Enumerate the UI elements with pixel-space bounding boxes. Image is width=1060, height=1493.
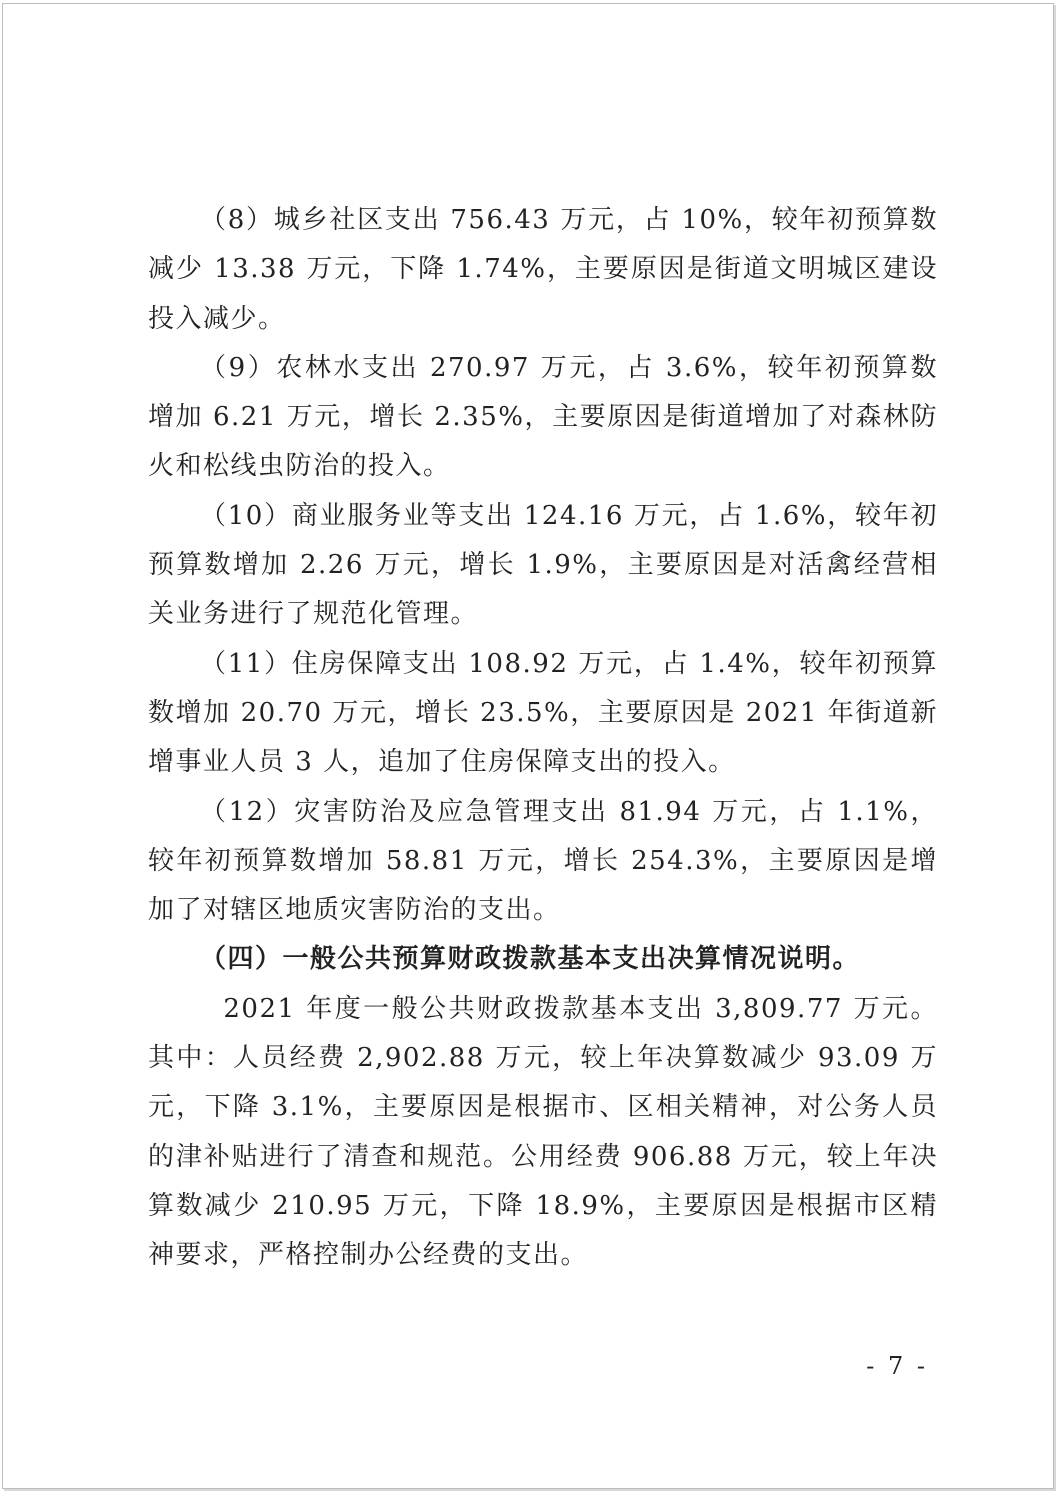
section-heading: （四）一般公共预算财政拨款基本支出决算情况说明。 [200, 944, 861, 975]
paragraph-urban-rural-community: （8）城乡社区支出 756.43 万元，占 10%，较年初预算数减少 13.38 万元，下降 1.74%，主要原因是街道文明城区建设投入减少。 [148, 205, 938, 334]
paragraph-basic-expenditure-summary: 2021 年度一般公共财政拨款基本支出 3,809.77 万元。其中：人员经费 2,902.88 万元，较上年决算数减少 93.09 万元，下降 3.1%，主要原因是根据市、区相关精神，对公务人员的津补贴进行了清查和规范。公用经费 906.88 万元，较上年决算数减少 210.95 万元，下降 18.9%，主要原因是根据市区精神要求，严格控制办公经费的支出。 [148, 993, 938, 1271]
page-number: - 7 - [866, 1352, 928, 1380]
paragraph-agriculture-forestry-water: （9）农林水支出 270.97 万元，占 3.6%，较年初预算数增加 6.21 万元，增长 2.35%，主要原因是街道增加了对森林防火和松线虫防治的投入。 [148, 352, 938, 482]
paragraph-disaster-prevention: （12）灾害防治及应急管理支出 81.94 万元，占 1.1%，较年初预算数增加 58.81 万元，增长 254.3%，主要原因是增加了对辖区地质灾害防治的支出。 [148, 796, 938, 926]
document-body [148, 196, 938, 1281]
paragraph-commercial-services: （10）商业服务业等支出 124.16 万元，占 1.6%，较年初预算数增加 2.26 万元，增长 1.9%，主要原因是对活禽经营相关业务进行了规范化管理。 [148, 500, 938, 630]
paragraph-housing-security: （11）住房保障支出 108.92 万元，占 1.4%，较年初预算数增加 20.70 万元，增长 23.5%，主要原因是 2021 年街道新增事业人员 3 人，追加了住房保障支出的投入。 [148, 648, 938, 778]
